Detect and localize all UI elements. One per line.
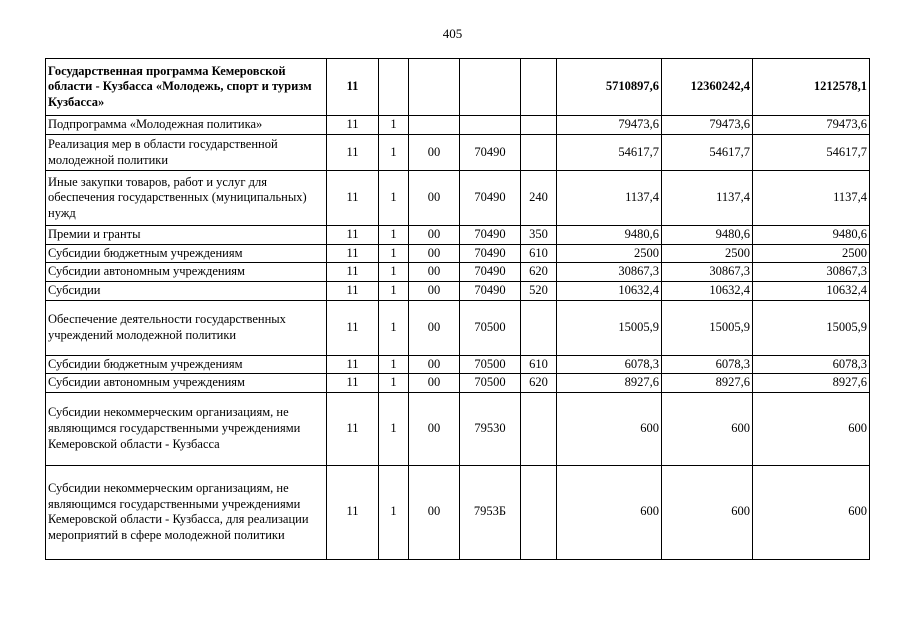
row-direction: 00 [409, 263, 460, 282]
row-subprogram: 1 [379, 171, 409, 226]
row-name: Премии и гранты [46, 226, 327, 245]
row-subprogram: 1 [379, 263, 409, 282]
row-sum-3: 6078,3 [753, 355, 870, 374]
row-name: Подпрограмма «Молодежная политика» [46, 116, 327, 135]
row-target-code: 70490 [460, 281, 521, 300]
row-subprogram: 1 [379, 465, 409, 559]
row-sum-2: 79473,6 [662, 116, 753, 135]
row-target-code: 70500 [460, 355, 521, 374]
row-sum-1: 2500 [557, 244, 662, 263]
row-expense-type [521, 300, 557, 355]
row-target-code [460, 116, 521, 135]
row-sum-3: 600 [753, 465, 870, 559]
row-section: 11 [327, 465, 379, 559]
table-row [46, 465, 870, 559]
row-direction: 00 [409, 374, 460, 393]
table-row [46, 116, 870, 135]
row-name: Субсидии автономным учреждениям [46, 263, 327, 282]
row-sum-2: 9480,6 [662, 226, 753, 245]
row-expense-type: 610 [521, 355, 557, 374]
row-sum-1: 10632,4 [557, 281, 662, 300]
row-subprogram: 1 [379, 374, 409, 393]
row-sum-1: 6078,3 [557, 355, 662, 374]
row-name: Субсидии некоммерческим организациям, не являющимся государственными учреждениями Кемеровской области - Кузбасса [46, 392, 327, 465]
row-direction: 00 [409, 281, 460, 300]
row-sum-2: 12360242,4 [662, 59, 753, 116]
row-target-code: 70490 [460, 244, 521, 263]
row-target-code: 70500 [460, 374, 521, 393]
row-direction: 00 [409, 135, 460, 171]
row-name: Субсидии бюджетным учреждениям [46, 355, 327, 374]
row-subprogram [379, 59, 409, 116]
row-section: 11 [327, 392, 379, 465]
row-section: 11 [327, 300, 379, 355]
row-sum-2: 2500 [662, 244, 753, 263]
row-sum-1: 54617,7 [557, 135, 662, 171]
row-subprogram: 1 [379, 392, 409, 465]
row-sum-2: 54617,7 [662, 135, 753, 171]
row-name: Обеспечение деятельности государственных учреждений молодежной политики [46, 300, 327, 355]
row-expense-type: 620 [521, 374, 557, 393]
row-subprogram: 1 [379, 244, 409, 263]
row-sum-1: 15005,9 [557, 300, 662, 355]
row-sum-2: 600 [662, 465, 753, 559]
table-row [46, 355, 870, 374]
row-sum-3: 1137,4 [753, 171, 870, 226]
row-name: Субсидии автономным учреждениям [46, 374, 327, 393]
row-direction: 00 [409, 300, 460, 355]
row-subprogram: 1 [379, 135, 409, 171]
row-section: 11 [327, 281, 379, 300]
table-row [46, 300, 870, 355]
row-section: 11 [327, 355, 379, 374]
row-section: 11 [327, 374, 379, 393]
page-number: 405 [442, 26, 463, 41]
row-target-code: 70490 [460, 171, 521, 226]
row-sum-3: 8927,6 [753, 374, 870, 393]
row-sum-1: 600 [557, 392, 662, 465]
row-expense-type [521, 135, 557, 171]
row-name: Субсидии [46, 281, 327, 300]
row-section: 11 [327, 135, 379, 171]
row-target-code: 70490 [460, 226, 521, 245]
row-section: 11 [327, 59, 379, 116]
row-name: Государственная программа Кемеровской области - Кузбасса «Молодежь, спорт и туризм Кузбасса» [46, 59, 327, 116]
row-sum-3: 1212578,1 [753, 59, 870, 116]
row-expense-type [521, 465, 557, 559]
row-direction: 00 [409, 244, 460, 263]
table-row [46, 171, 870, 226]
row-sum-2: 1137,4 [662, 171, 753, 226]
row-direction: 00 [409, 355, 460, 374]
row-section: 11 [327, 263, 379, 282]
row-section: 11 [327, 171, 379, 226]
table-row [46, 281, 870, 300]
row-sum-3: 54617,7 [753, 135, 870, 171]
row-direction: 00 [409, 171, 460, 226]
row-expense-type [521, 116, 557, 135]
row-sum-3: 10632,4 [753, 281, 870, 300]
row-subprogram: 1 [379, 116, 409, 135]
row-sum-3: 30867,3 [753, 263, 870, 282]
row-expense-type [521, 392, 557, 465]
row-target-code: 79530 [460, 392, 521, 465]
row-expense-type [521, 59, 557, 116]
row-direction [409, 116, 460, 135]
row-expense-type: 520 [521, 281, 557, 300]
row-sum-2: 8927,6 [662, 374, 753, 393]
row-target-code: 70490 [460, 263, 521, 282]
row-target-code [460, 59, 521, 116]
row-subprogram: 1 [379, 355, 409, 374]
table-row [46, 135, 870, 171]
row-direction: 00 [409, 465, 460, 559]
row-direction [409, 59, 460, 116]
row-sum-2: 15005,9 [662, 300, 753, 355]
row-name: Субсидии бюджетным учреждениям [46, 244, 327, 263]
row-sum-1: 600 [557, 465, 662, 559]
row-sum-2: 600 [662, 392, 753, 465]
row-subprogram: 1 [379, 281, 409, 300]
row-target-code: 70490 [460, 135, 521, 171]
row-section: 11 [327, 116, 379, 135]
row-direction: 00 [409, 392, 460, 465]
table-row [46, 226, 870, 245]
row-expense-type: 240 [521, 171, 557, 226]
row-name: Иные закупки товаров, работ и услуг для обеспечения государственных (муниципальных) нужд [46, 171, 327, 226]
row-sum-3: 79473,6 [753, 116, 870, 135]
row-expense-type: 350 [521, 226, 557, 245]
row-sum-1: 30867,3 [557, 263, 662, 282]
row-target-code: 70500 [460, 300, 521, 355]
table-row [46, 374, 870, 393]
row-sum-3: 600 [753, 392, 870, 465]
row-sum-3: 15005,9 [753, 300, 870, 355]
row-sum-2: 30867,3 [662, 263, 753, 282]
row-sum-1: 8927,6 [557, 374, 662, 393]
row-section: 11 [327, 244, 379, 263]
row-name: Субсидии некоммерческим организациям, не являющимся государственными учреждениями Кемеровской области - Кузбасса, для реализации мероприятий в сфере молодежной политики [46, 465, 327, 559]
row-sum-3: 2500 [753, 244, 870, 263]
row-subprogram: 1 [379, 226, 409, 245]
row-sum-2: 6078,3 [662, 355, 753, 374]
row-target-code: 7953Б [460, 465, 521, 559]
row-sum-2: 10632,4 [662, 281, 753, 300]
row-sum-3: 9480,6 [753, 226, 870, 245]
row-subprogram: 1 [379, 300, 409, 355]
row-sum-1: 5710897,6 [557, 59, 662, 116]
row-name: Реализация мер в области государственной молодежной политики [46, 135, 327, 171]
row-sum-1: 9480,6 [557, 226, 662, 245]
table-row [46, 392, 870, 465]
row-sum-1: 79473,6 [557, 116, 662, 135]
table-row [46, 244, 870, 263]
table-row [46, 263, 870, 282]
row-section: 11 [327, 226, 379, 245]
row-expense-type: 620 [521, 263, 557, 282]
row-expense-type: 610 [521, 244, 557, 263]
table-row [46, 59, 870, 116]
row-direction: 00 [409, 226, 460, 245]
budget-table [45, 58, 870, 560]
row-sum-1: 1137,4 [557, 171, 662, 226]
